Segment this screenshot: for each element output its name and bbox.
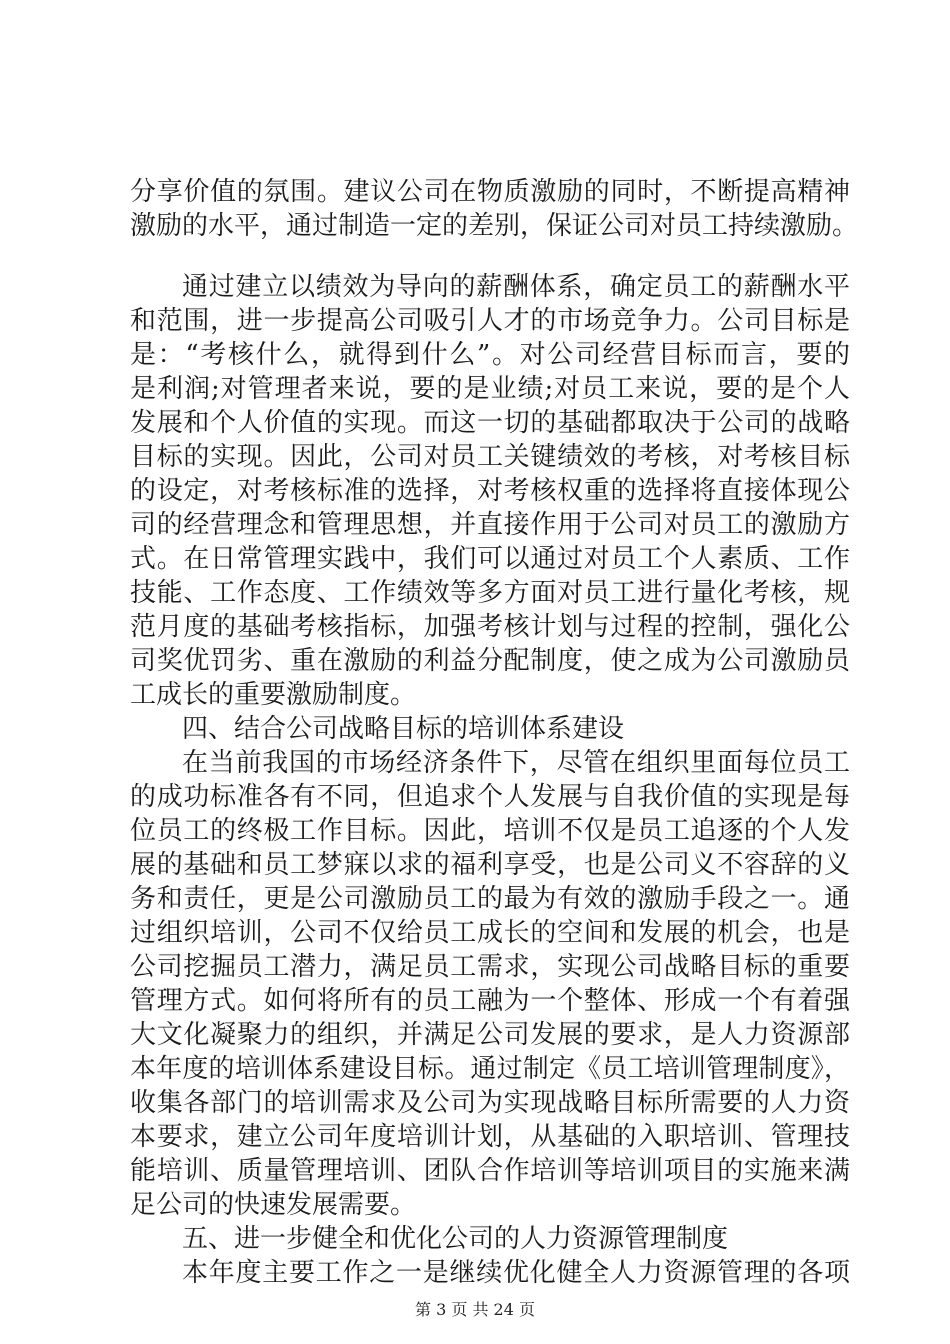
paragraph-line: 能培训、质量管理培训、团队合作培训等培训项目的实施来满: [130, 1156, 850, 1186]
paragraph-line: 在当前我国的市场经济条件下，尽管在组织里面每位员工: [182, 748, 850, 778]
paragraph-line: 激励的水平，通过制造一定的差别，保证公司对员工持续激励。: [130, 211, 859, 241]
paragraph-line: 位员工的终极工作目标。因此，培训不仅是员工追逐的个人发: [130, 816, 850, 846]
paragraph-line: 分享价值的氛围。建议公司在物质激励的同时，不断提高精神: [130, 177, 850, 207]
paragraph-line: 展的基础和员工梦寐以求的福利享受，也是公司义不容辞的义: [130, 850, 850, 880]
paragraph-line: 司的经营理念和管理思想，并直接作用于公司对员工的激励方: [130, 510, 850, 540]
paragraph-line: 大文化凝聚力的组织，并满足公司发展的要求，是人力资源部: [130, 1020, 850, 1050]
paragraph-line: 本要求，建立公司年度培训计划，从基础的入职培训、管理技: [130, 1122, 850, 1152]
paragraph-line: 和范围，进一步提高公司吸引人才的市场竞争力。公司目标是: [130, 306, 850, 336]
section-heading: 五、进一步健全和优化公司的人力资源管理制度: [182, 1224, 729, 1254]
paragraph-line: 发展和个人价值的实现。而这一切的基础都取决于公司的战略: [130, 408, 850, 438]
paragraph-line: 是：“考核什么，就得到什么”。对公司经营目标而言，要的: [130, 340, 850, 370]
paragraph-line: 收集各部门的培训需求及公司为实现战略目标所需要的人力资: [130, 1088, 850, 1118]
paragraph-line: 目标的实现。因此，公司对员工关键绩效的考核，对考核目标: [130, 442, 850, 472]
paragraph-line: 过组织培训，公司不仅给员工成长的空间和发展的机会，也是: [130, 918, 850, 948]
paragraph-line: 务和责任，更是公司激励员工的最为有效的激励手段之一。通: [130, 884, 850, 914]
section-heading: 四、结合公司战略目标的培训体系建设: [182, 714, 625, 744]
paragraph-line: 公司挖掘员工潜力，满足员工需求，实现公司战略目标的重要: [130, 952, 850, 982]
paragraph-line: 通过建立以绩效为导向的薪酬体系，确定员工的薪酬水平: [182, 272, 850, 302]
paragraph-line: 范月度的基础考核指标，加强考核计划与过程的控制，强化公: [130, 612, 850, 642]
paragraph-line: 管理方式。如何将所有的员工融为一个整体、形成一个有着强: [130, 986, 850, 1016]
paragraph-line: 是利润;对管理者来说，要的是业绩;对员工来说，要的是个人: [130, 374, 850, 404]
paragraph-line: 足公司的快速发展需要。: [130, 1190, 417, 1220]
paragraph-line: 的成功标准各有不同，但追求个人发展与自我价值的实现是每: [130, 782, 850, 812]
paragraph-line: 工成长的重要激励制度。: [130, 680, 417, 710]
paragraph-line: 本年度的培训体系建设目标。通过制定《员工培训管理制度》，: [130, 1054, 850, 1084]
paragraph-line: 式。在日常管理实践中，我们可以通过对员工个人素质、工作: [130, 544, 850, 574]
paragraph-line: 技能、工作态度、工作绩效等多方面对员工进行量化考核，规: [130, 578, 850, 608]
paragraph-line: 司奖优罚劣、重在激励的利益分配制度，使之成为公司激励员: [130, 646, 850, 676]
paragraph-line: 的设定，对考核标准的选择，对考核权重的选择将直接体现公: [130, 476, 850, 506]
paragraph-line: 本年度主要工作之一是继续优化健全人力资源管理的各项: [182, 1258, 850, 1288]
page-number-footer: 第 3 页 共 24 页: [415, 1300, 535, 1319]
